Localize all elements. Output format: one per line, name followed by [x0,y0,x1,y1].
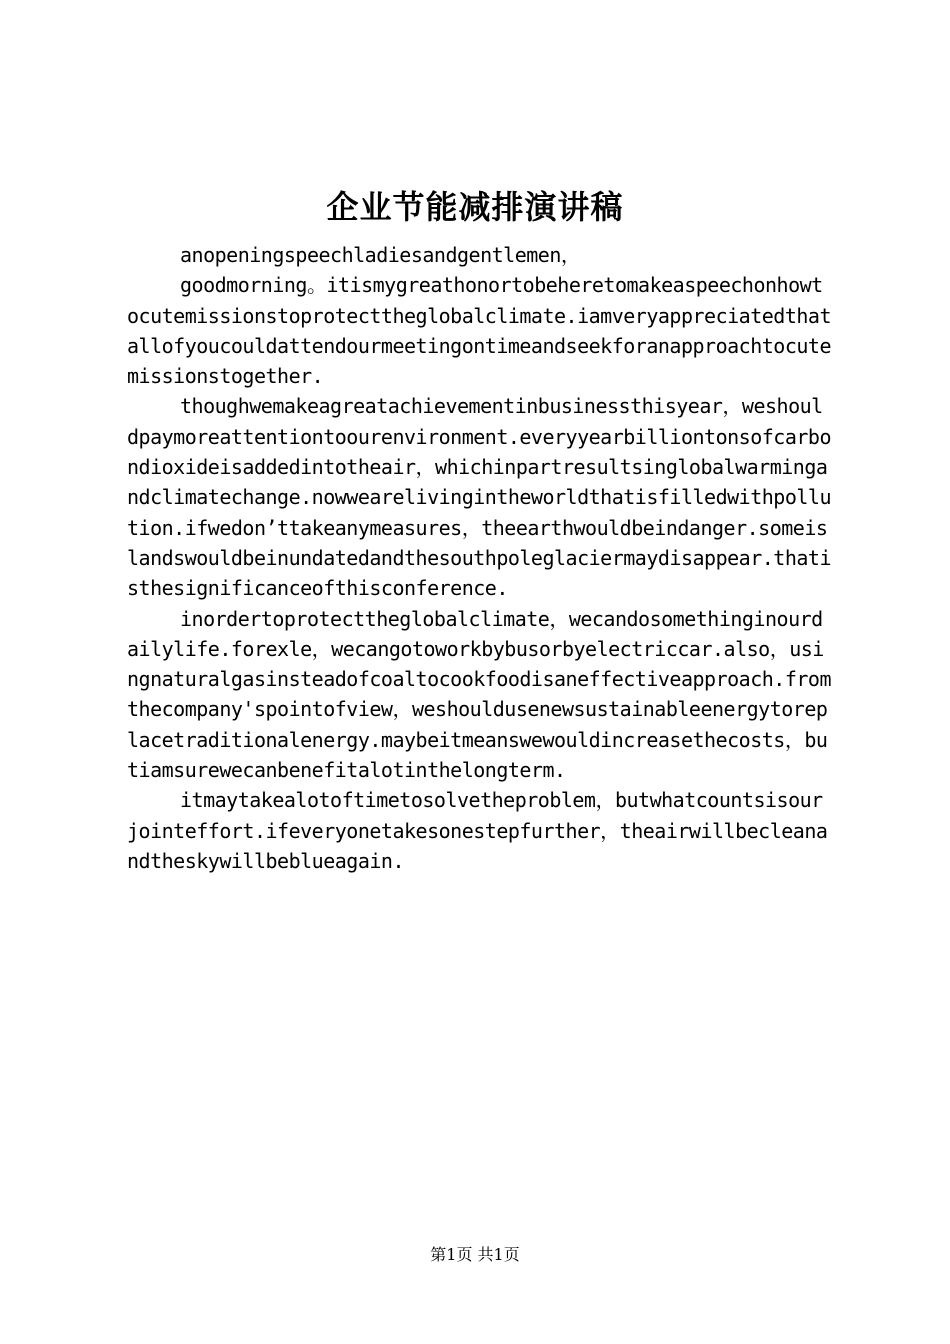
paragraph-actions: inordertoprotecttheglobalclimate，wecandosomethinginourdailylife.forexle，wecangotoworkbybusorbyelectriccar.also，usingnaturalgasinsteadofcoaltocookfoodisaneffectiveapproach.fromthecompany'spointofview，weshouldusenewsustainableenergytoreplacetraditionalenergy.maybeitmeanswewouldincreasethecosts，butiamsurewecanbenefitalotinthelongterm. [127,606,832,783]
document-body [127,240,833,876]
paragraph-environment: thoughwemakeagreatachievementinbusinessthisyear，weshouldpaymoreattentiontoourenvironment.everyyearbilliontonsofcarbondioxideisaddedintotheair，whichinpartresultsinglobalwarmingandclimatechange.nowwearelivingintheworldthatisfilledwithpollution.ifwedon’ttakeanymeasures，theearthwouldbeindanger.someislandswouldbeinundatedandthesouthpoleglaciermaydisappear.thatisthesignificanceofthisconference. [127,394,832,601]
page-title: 企业节能减排演讲稿 [326,188,624,226]
paragraph-greeting: anopeningspeechladiesandgentlemen， [180,243,581,267]
paragraph-introduction: goodmorning。itismygreathonortobeheretomakeaspeechonhowtocutemissionstoprotecttheglobalclimate.iamveryappreciatedthatallofyoucouldattendourmeetingontimeandseekforanapproachtocutemissionstogether. [127,273,832,389]
paragraph-conclusion: itmaytakealotoftimetosolvetheproblem，butwhatcountsisourjointeffort.ifeveryonetakesonestepfurther，theairwillbecleanandtheskywillbeblueagain. [127,788,828,873]
page-number-footer: 第1页 共1页 [430,1245,520,1264]
